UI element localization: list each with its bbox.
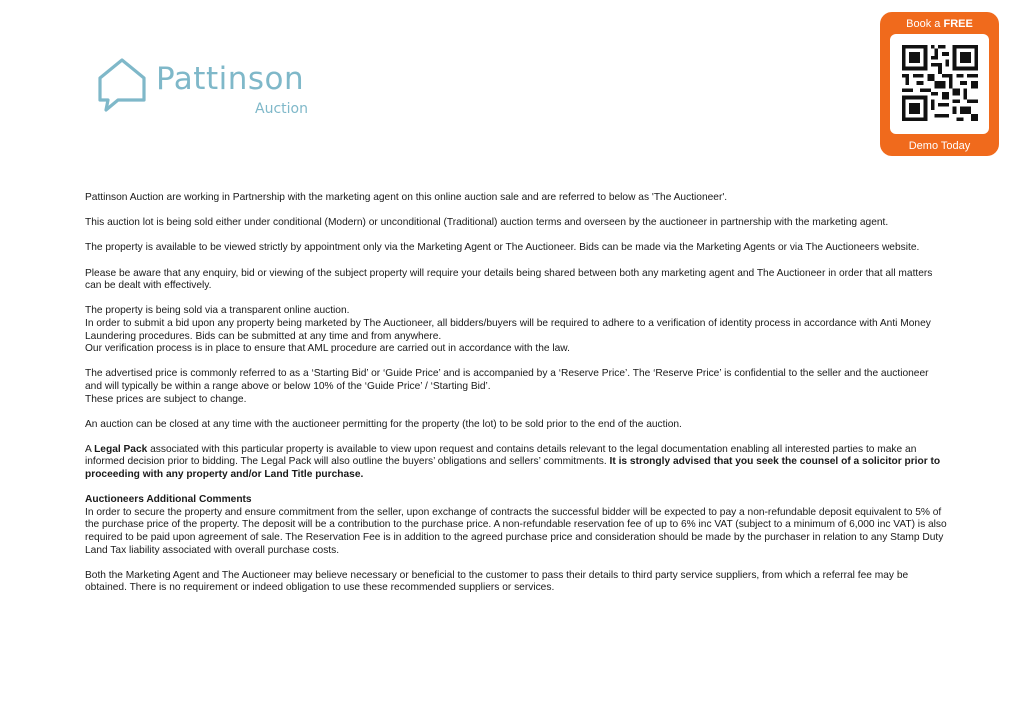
paragraph-pricing — [85, 368, 947, 406]
pattinson-auction-logo — [96, 56, 326, 126]
demo-top-highlight: FREE — [943, 18, 973, 30]
pricing-line-1: The advertised price is commonly referred to as a ‘Starting Bid’ or ‘Guide Price’ and is accompanied by a ‘Reserve Price’. The ‘Reserve Price’ is confidential to the seller and the auctioneer and will typically be within a range above or below 10% of the ‘Guide Price’ / ‘Starting Bid’. — [85, 368, 929, 392]
paragraph-verification — [85, 305, 947, 355]
additional-comments-heading: Auctioneers Additional Comments — [85, 494, 252, 506]
legal-pack-body: associated with this particular property is available to view upon request and contains details relevant to the legal documentation enabling all interested parties to make an informed decision prior to bidding. The Legal Pack will also outline the buyers’ obligations and sellers’ commitments. — [85, 443, 917, 468]
verification-line-1: The property is being sold via a transparent online auction. — [85, 305, 350, 317]
demo-badge-top-text — [880, 17, 999, 31]
auction-terms-text — [85, 192, 947, 608]
paragraph-partnership: Pattinson Auction are working in Partnership with the marketing agent on this online auction sale and are referred to below as 'The Auctioneer'. — [85, 192, 728, 203]
verification-line-2: In order to submit a bid upon any property being marketed by The Auctioneer, all bidders/buyers will be required to adhere to a verification of identity process in accordance with Anti Money Laundering procedures. Bids can be submitted at any time and from anywhere. — [85, 317, 931, 342]
paragraph-referral: Both the Marketing Agent and The Auctioneer may believe necessary or beneficial to the customer to pass their details to third party service suppliers, from which a referral fee may be obtained. There is no requirement or indeed obligation to use these recommended suppliers or services. — [85, 569, 909, 594]
paragraph-legal-pack — [85, 444, 947, 482]
qr-code-container — [890, 34, 989, 134]
verification-line-3: Our verification process is in place to ensure that AML procedure are carried out in accordance with the law. — [85, 343, 570, 355]
demo-badge-bottom-text: Demo Today — [908, 140, 971, 152]
paragraph-viewing: The property is available to be viewed strictly by appointment only via the Marketing Agent or The Auctioneer. Bids can be made via the Marketing Agents or via The Auctioneers website. — [85, 242, 920, 254]
house-speech-bubble-icon — [96, 56, 148, 114]
paragraph-data-sharing: Please be aware that any enquiry, bid or viewing of the subject property will require your details being shared between both any marketing agent and The Auctioneer in order that all matters can be dealt with effectively. — [85, 267, 933, 292]
paragraph-closing: An auction can be closed at any time with the auctioneer permitting for the property (the lot) to be sold prior to the end of the auction. — [85, 418, 682, 430]
legal-pack-advice: It is strongly advised that you seek the counsel of a solicitor prior to proceeding with any property and/or Land Title purchase. — [85, 456, 941, 481]
paragraph-additional-comments — [85, 494, 947, 557]
logo-name: Pattinson — [156, 61, 305, 97]
legal-pack-term: Legal Pack — [94, 443, 148, 455]
additional-comments-body: In order to secure the property and ensure commitment from the seller, upon exchange of contracts the successful bidder will be expected to pay a non-refundable deposit equivalent to 5% of the purchase price of the property. The deposit will be a contribution to the purchase price. A non-refundable reservation fee of up to 6% inc VAT (subject to a minimum of 6,000 inc VAT) is also required to be paid upon agreement of sale. The Reservation Fee is in addition to the agreed purchase price and consideration should be made by the purchaser in relation to any Stamp Duty Land Tax liability associated with overall purchase costs. — [85, 506, 947, 556]
book-free-demo-badge[interactable] — [880, 12, 999, 156]
pricing-line-2: These prices are subject to change. — [85, 393, 247, 405]
qr-code-icon — [902, 44, 978, 122]
demo-top-prefix: Book a — [906, 18, 944, 30]
logo-subtitle: Auction — [255, 101, 308, 117]
legal-pack-prefix: A — [85, 443, 95, 455]
paragraph-auction-terms: This auction lot is being sold either under conditional (Modern) or unconditional (Traditional) auction terms and overseen by the auctioneer in partnership with the marketing agent. — [85, 217, 889, 229]
